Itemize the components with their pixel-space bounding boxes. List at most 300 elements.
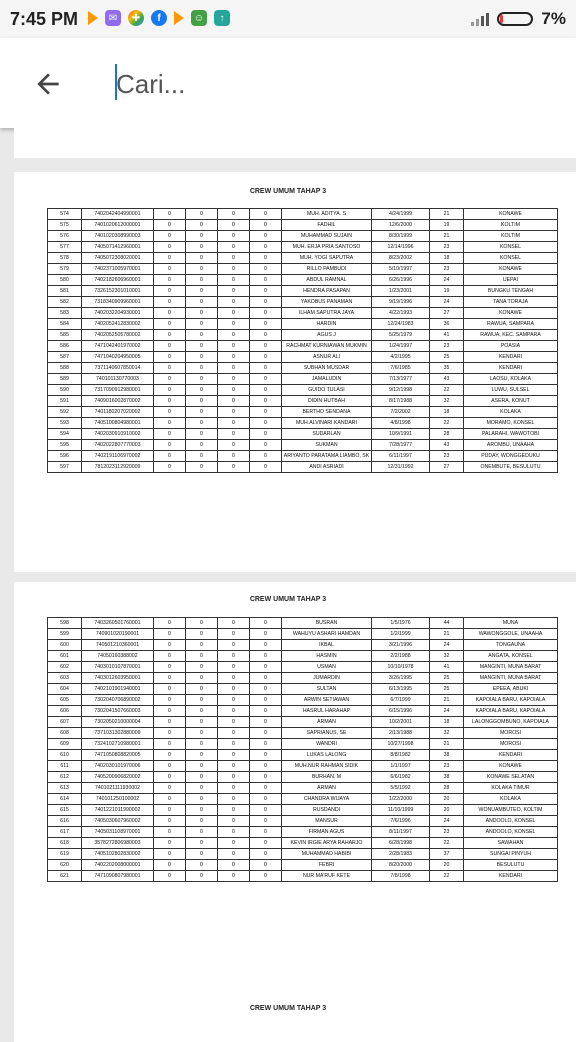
table-cell: 12/14/1996: [372, 242, 430, 253]
table-cell: 0: [218, 662, 250, 673]
table-cell: 7317090912980001: [82, 385, 154, 396]
table-cell: 24: [430, 706, 464, 717]
table-cell: 0: [218, 805, 250, 816]
table-cell: 21: [430, 739, 464, 750]
table-cell: SAWAHAN: [464, 838, 558, 849]
table-cell: 7302041507660003: [82, 706, 154, 717]
table-cell: ARWIN SETIAWAN: [282, 695, 372, 706]
table-cell: 617: [48, 827, 82, 838]
table-cell: SUKMAN: [282, 440, 372, 451]
table-cell: 0: [154, 275, 186, 286]
table-cell: 0: [250, 739, 282, 750]
table-cell: 7/6/1985: [372, 363, 430, 374]
table-cell: 5/10/1997: [372, 264, 430, 275]
table-cell: 1/22/2000: [372, 794, 430, 805]
table-cell: 0: [186, 651, 218, 662]
table-cell: 0: [250, 805, 282, 816]
table-cell: 41: [430, 330, 464, 341]
table-cell: EPEEA, ABUKI: [464, 684, 558, 695]
table-cell: KONAWE: [464, 761, 558, 772]
table-cell: 0: [218, 816, 250, 827]
table-cell: 576: [48, 231, 82, 242]
table-cell: 0: [154, 838, 186, 849]
table-cell: 28: [430, 429, 464, 440]
table-cell: MANGINTI, MUNA BARAT: [464, 662, 558, 673]
table-cell: 609: [48, 739, 82, 750]
table-cell: 11/10/1999: [372, 805, 430, 816]
table-cell: 4/22/1993: [372, 308, 430, 319]
table-cell: JAMALUDIN: [282, 374, 372, 385]
table-cell: 578: [48, 253, 82, 264]
table-row: [48, 794, 558, 805]
table-cell: 8/17/1988: [372, 396, 430, 407]
table-cell: 0: [186, 640, 218, 651]
table-cell: KAPOIALA BARU, KAPOIALA: [464, 706, 558, 717]
table-cell: 0: [218, 717, 250, 728]
table-cell: 0: [186, 286, 218, 297]
table-cell: 7/13/1977: [372, 374, 430, 385]
table-cell: MUHAMMAD SUJAIN: [282, 231, 372, 242]
table-cell: 0: [218, 407, 250, 418]
table-cell: KONSEL: [464, 253, 558, 264]
table-cell: BERTHO SENDANA: [282, 407, 372, 418]
table-cell: 0: [186, 242, 218, 253]
table-cell: 7405102802830002: [82, 849, 154, 860]
table-cell: 7402030910910002: [82, 429, 154, 440]
table-cell: MANSUR: [282, 816, 372, 827]
table-cell: 0: [154, 794, 186, 805]
table-cell: 0: [218, 429, 250, 440]
table-cell: 0: [186, 330, 218, 341]
table-cell: 0: [250, 297, 282, 308]
table-cell: 7302040706890002: [82, 695, 154, 706]
status-time: 7:45 PM: [10, 9, 79, 29]
table-cell: 0: [218, 750, 250, 761]
table-cell: 604: [48, 684, 82, 695]
table-cell: 7402042404990001: [82, 209, 154, 220]
table-cell: 0: [250, 363, 282, 374]
table-cell: 600: [48, 640, 82, 651]
table-cell: 3578272806980003: [82, 838, 154, 849]
table-cell: 0: [154, 242, 186, 253]
table-cell: 0: [186, 618, 218, 629]
table-cell: 7/6/1996: [372, 816, 430, 827]
table-cell: 0: [250, 462, 282, 473]
table-cell: 0: [218, 728, 250, 739]
table-cell: 0: [154, 750, 186, 761]
table-cell: 0: [186, 462, 218, 473]
table-cell: 21: [430, 231, 464, 242]
table-row: [48, 695, 558, 706]
table-cell: MANGINTI, MUNA BARAT: [464, 673, 558, 684]
table-cell: 0: [218, 640, 250, 651]
table-cell: 19: [430, 220, 464, 231]
table-cell: 21: [430, 695, 464, 706]
table-cell: 0: [218, 286, 250, 297]
page-title: CREW UMUM TAHAP 3: [249, 188, 327, 195]
table-cell: 0: [154, 341, 186, 352]
table-cell: 32: [430, 651, 464, 662]
table-cell: 740101250100002: [82, 794, 154, 805]
table-row: [48, 640, 558, 651]
table-row: [48, 440, 558, 451]
table-cell: 7402191106970002: [82, 451, 154, 462]
table-cell: UEPAI: [464, 275, 558, 286]
table-cell: TANA TORAJA: [464, 297, 558, 308]
search-bar: [0, 38, 576, 128]
table-cell: 7/28/1977: [372, 440, 430, 451]
table-cell: 7402202008000001: [82, 860, 154, 871]
table-cell: 0: [250, 341, 282, 352]
table-cell: 7405072308020001: [82, 253, 154, 264]
table-cell: 0: [218, 253, 250, 264]
table-cell: 602: [48, 662, 82, 673]
table-row: [48, 871, 558, 882]
table-cell: 0: [154, 662, 186, 673]
table-cell: 2/2/1988: [372, 651, 430, 662]
notification-icons: [88, 10, 230, 26]
table-cell: 0: [250, 794, 282, 805]
table-cell: 582: [48, 297, 82, 308]
table-cell: 37: [430, 849, 464, 860]
table-cell: 41: [430, 662, 464, 673]
table-cell: LUWU, SULSEL: [464, 385, 558, 396]
document-page: [14, 982, 576, 1042]
table-cell: 0: [154, 407, 186, 418]
table-cell: 2/28/1983: [372, 849, 430, 860]
table-cell: 0: [218, 761, 250, 772]
table-cell: 0: [186, 717, 218, 728]
table-cell: 0: [186, 220, 218, 231]
table-cell: 0: [250, 231, 282, 242]
table-cell: 592: [48, 407, 82, 418]
table-cell: HASMIN: [282, 651, 372, 662]
table-row: [48, 429, 558, 440]
table-cell: WANDRI: [282, 739, 372, 750]
table-cell: ILHAM SAPUTRA JAYA: [282, 308, 372, 319]
table-cell: 0: [250, 385, 282, 396]
table-cell: 0: [218, 363, 250, 374]
table-cell: 0: [154, 297, 186, 308]
table-cell: 0: [218, 849, 250, 860]
table-cell: 612: [48, 772, 82, 783]
table-cell: 23: [430, 761, 464, 772]
table-cell: 74050160388002: [82, 651, 154, 662]
table-cell: 0: [186, 849, 218, 860]
table-cell: 25: [430, 684, 464, 695]
table-cell: 0: [154, 717, 186, 728]
table-row: [48, 396, 558, 407]
table-cell: 0: [154, 860, 186, 871]
table-cell: 597: [48, 462, 82, 473]
table-cell: 7401020612000001: [82, 220, 154, 231]
table-cell: WAHUYU ASHARI HAMDAN: [282, 629, 372, 640]
table-row: [48, 717, 558, 728]
table-cell: 0: [186, 794, 218, 805]
table-cell: 0: [218, 860, 250, 871]
table-cell: 28: [430, 783, 464, 794]
table-cell: 32: [430, 396, 464, 407]
table-row: [48, 728, 558, 739]
table-cell: 0: [154, 308, 186, 319]
table-cell: BUSRAN: [282, 618, 372, 629]
table-cell: 0: [250, 838, 282, 849]
table-cell: 0: [250, 761, 282, 772]
table-cell: 24: [430, 297, 464, 308]
table-cell: 6/28/1998: [372, 838, 430, 849]
table-cell: 20: [430, 860, 464, 871]
android-app-icon: ☺: [191, 10, 207, 26]
table-cell: 0: [250, 618, 282, 629]
table-cell: 0: [218, 783, 250, 794]
table-cell: 740501210360001: [82, 640, 154, 651]
table-cell: 0: [250, 429, 282, 440]
table-cell: 0: [154, 429, 186, 440]
table-row: [48, 772, 558, 783]
table-cell: 3/26/1995: [372, 673, 430, 684]
table-cell: 0: [250, 264, 282, 275]
table-cell: 9/12/1998: [372, 385, 430, 396]
battery-icon: [497, 12, 533, 26]
table-cell: 0: [154, 849, 186, 860]
table-cell: LUKAS LALONG: [282, 750, 372, 761]
table-cell: 25: [430, 352, 464, 363]
table-cell: 0: [186, 440, 218, 451]
table-cell: 0: [186, 728, 218, 739]
table-cell: 0: [154, 871, 186, 882]
table-cell: 577: [48, 242, 82, 253]
table-cell: 591: [48, 396, 82, 407]
table-cell: 0: [186, 352, 218, 363]
table-cell: 0: [186, 684, 218, 695]
table-cell: 579: [48, 264, 82, 275]
table-cell: 7402030101970006: [82, 761, 154, 772]
table-cell: 0: [218, 794, 250, 805]
table-cell: 0: [154, 816, 186, 827]
table-cell: FEBRI: [282, 860, 372, 871]
table-row: [48, 308, 558, 319]
table-cell: 3/21/1996: [372, 640, 430, 651]
table-cell: 7402032204930001: [82, 308, 154, 319]
table-cell: 7324102710980001: [82, 739, 154, 750]
table-cell: 0: [186, 231, 218, 242]
table-cell: 32: [430, 728, 464, 739]
table-cell: 0: [154, 264, 186, 275]
table-cell: 8/23/2002: [372, 253, 430, 264]
table-row: [48, 849, 558, 860]
table-cell: 10/9/1991: [372, 429, 430, 440]
table-cell: 0: [154, 286, 186, 297]
table-row: [48, 275, 558, 286]
table-cell: 0: [250, 374, 282, 385]
table-cell: 0: [154, 451, 186, 462]
table-cell: 0: [218, 396, 250, 407]
table-cell: 0: [154, 673, 186, 684]
table-cell: 0: [186, 772, 218, 783]
table-cell: KONAWE: [464, 209, 558, 220]
table-cell: 0: [218, 871, 250, 882]
table-cell: 0: [250, 849, 282, 860]
table-cell: 0: [250, 717, 282, 728]
photos-icon: ✚: [128, 10, 144, 26]
table-cell: 0: [154, 440, 186, 451]
table-cell: 0: [186, 662, 218, 673]
table-cell: KONAWE: [464, 264, 558, 275]
table-cell: 0: [250, 418, 282, 429]
table-row: [48, 750, 558, 761]
table-cell: 0: [250, 319, 282, 330]
table-cell: MOROSI: [464, 728, 558, 739]
table-row: [48, 330, 558, 341]
table-cell: 601: [48, 651, 82, 662]
table-cell: 586: [48, 341, 82, 352]
table-cell: ARMAN: [282, 783, 372, 794]
table-cell: 614: [48, 794, 82, 805]
table-cell: 0: [154, 728, 186, 739]
table-cell: ANDOOLO, KONSEL: [464, 816, 558, 827]
table-cell: 0: [218, 739, 250, 750]
table-cell: 7409016002870002: [82, 396, 154, 407]
table-cell: MUH. ADITYA. S: [282, 209, 372, 220]
table-cell: 583: [48, 308, 82, 319]
table-cell: 0: [186, 275, 218, 286]
table-cell: BUNGKU TENGAH: [464, 286, 558, 297]
table-cell: 0: [250, 706, 282, 717]
table-cell: 8/8/1982: [372, 750, 430, 761]
table-cell: 0: [250, 629, 282, 640]
table-cell: 7471090807980001: [82, 871, 154, 882]
table-cell: KENDARI: [464, 750, 558, 761]
search-input[interactable]: [116, 64, 516, 104]
table-cell: 0: [250, 440, 282, 451]
table-cell: 0: [218, 352, 250, 363]
table-cell: 599: [48, 629, 82, 640]
table-cell: 0: [218, 618, 250, 629]
table-row: [48, 783, 558, 794]
table-cell: 575: [48, 220, 82, 231]
table-cell: 0: [154, 761, 186, 772]
crew-table: [47, 617, 558, 882]
table-cell: LAOSU, KOLAKA: [464, 374, 558, 385]
table-cell: 10/2/2001: [372, 717, 430, 728]
table-cell: KOLAKA TIMUR: [464, 783, 558, 794]
table-cell: ASNUR ALI: [282, 352, 372, 363]
table-cell: 35: [430, 363, 464, 374]
crew-table: [47, 208, 558, 473]
table-cell: 7326152301010001: [82, 286, 154, 297]
table-cell: 0: [250, 220, 282, 231]
table-cell: 598: [48, 618, 82, 629]
table-cell: ABDUL RAMNAL: [282, 275, 372, 286]
status-bar: [0, 0, 576, 38]
table-cell: RILLO PAMBUDI: [282, 264, 372, 275]
table-cell: 0: [250, 275, 282, 286]
back-arrow-icon[interactable]: [32, 68, 64, 100]
table-cell: 0: [250, 253, 282, 264]
table-cell: HENDRA PASAPAN: [282, 286, 372, 297]
table-cell: 0: [250, 640, 282, 651]
table-cell: 20: [430, 805, 464, 816]
table-cell: 613: [48, 783, 82, 794]
table-cell: 621: [48, 871, 82, 882]
table-cell: 1/1/1997: [372, 761, 430, 772]
table-cell: 27: [430, 462, 464, 473]
table-cell: 0: [218, 231, 250, 242]
table-cell: MUH.ALVINARI KANDARI: [282, 418, 372, 429]
table-cell: 610: [48, 750, 82, 761]
table-cell: 7401020308990003: [82, 231, 154, 242]
table-row: [48, 838, 558, 849]
table-cell: HARDIN: [282, 319, 372, 330]
table-cell: ARMAN: [282, 717, 372, 728]
table-cell: PUDAY, WONGGEDUKU: [464, 451, 558, 462]
table-cell: 0: [250, 352, 282, 363]
table-cell: 21: [430, 209, 464, 220]
table-cell: 0: [218, 275, 250, 286]
table-cell: 581: [48, 286, 82, 297]
table-cell: SUBHAN MUSDAR: [282, 363, 372, 374]
table-cell: KENDARI: [464, 352, 558, 363]
table-cell: 44: [430, 618, 464, 629]
table-cell: 587: [48, 352, 82, 363]
table-cell: 589: [48, 374, 82, 385]
table-cell: 0: [186, 750, 218, 761]
table-cell: 0: [154, 827, 186, 838]
table-cell: 0: [186, 816, 218, 827]
battery-percent: 7%: [541, 9, 566, 28]
table-cell: 0: [186, 805, 218, 816]
table-row: [48, 673, 558, 684]
table-cell: 0: [154, 739, 186, 750]
table-cell: 0: [218, 330, 250, 341]
table-cell: MORAMO, KONSEL: [464, 418, 558, 429]
table-cell: 594: [48, 429, 82, 440]
table-cell: 0: [186, 673, 218, 684]
table-cell: 0: [186, 860, 218, 871]
table-cell: 0: [154, 231, 186, 242]
table-cell: 8/30/1999: [372, 231, 430, 242]
table-cell: 0: [250, 286, 282, 297]
table-cell: 608: [48, 728, 82, 739]
table-cell: 0: [154, 396, 186, 407]
table-cell: 595: [48, 440, 82, 451]
table-cell: 0: [154, 706, 186, 717]
table-cell: 18: [430, 717, 464, 728]
table-cell: 24: [430, 275, 464, 286]
table-row: [48, 407, 558, 418]
table-cell: 0: [186, 374, 218, 385]
table-cell: 7/2/2002: [372, 407, 430, 418]
table-cell: 0: [250, 728, 282, 739]
table-cell: 6/26/1996: [372, 275, 430, 286]
table-cell: 0: [186, 838, 218, 849]
table-cell: 24: [430, 640, 464, 651]
table-cell: 7/8/1998: [372, 871, 430, 882]
table-cell: 590: [48, 385, 82, 396]
table-row: [48, 363, 558, 374]
table-cell: 616: [48, 816, 82, 827]
table-cell: 7405030607960002: [82, 816, 154, 827]
table-cell: 22: [430, 418, 464, 429]
table-cell: 19: [430, 286, 464, 297]
table-cell: KOLTIM: [464, 231, 558, 242]
table-cell: KONSEL: [464, 242, 558, 253]
table-cell: 0: [186, 871, 218, 882]
table-cell: 9/19/1996: [372, 297, 430, 308]
table-row: [48, 418, 558, 429]
table-cell: IKBAL: [282, 640, 372, 651]
table-cell: 2/13/1988: [372, 728, 430, 739]
